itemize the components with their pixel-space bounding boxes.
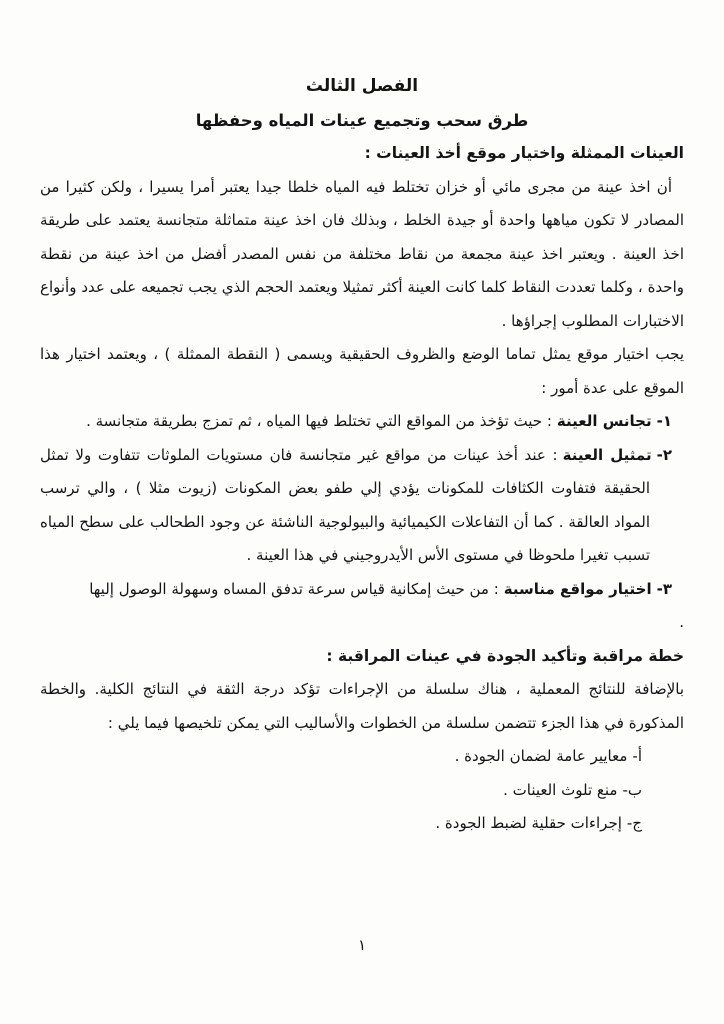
section1-paragraph-1: أن اخذ عينة من مجرى مائي أو خزان تختلط فيه المياه خلطا جيدا يعتبر أمرا يسيرا ، ولكن كثيرا من المصادر لا تكون مياهها واحدة أو جيدة الخلط ، وبذلك فان اخذ عينة متماثلة متجانسة يعتمد على طريقة اخذ العينة . ويعتبر اخذ عينة مجمعة من نقاط مختلفة من نفس المصدر أفضل من اخذ عينة من نقطة واحدة ، وكلما تعددت النقاط كلما كانت العينة أكثر تمثيلا ويعتمد الحجم الذي يجب تجميعه على عدد وأنواع الاختبارات المطلوب إجراؤها . bbox=[40, 177, 684, 330]
lettered-item-c bbox=[40, 807, 684, 841]
section1-heading: العينات الممثلة واختيار موقع أخذ العينات : bbox=[364, 144, 684, 162]
item-title: اختيار مواقع مناسبة bbox=[503, 579, 652, 598]
item-body: : عند أخذ عينات من مواقع غير متجانسة فان مستويات الملوثات تتفاوت ولا تمثل الحقيقة فتفاوت الكثافات للمكونات يؤدي إلي طفو بعض المكونات (زيوت مثلا ) ، والي ترسب المواد العالقة . كما أن التفاعلات الكيميائية والبيولوجية الناشئة عن وجود الطحالب على سطح المياه تسبب تغيرا ملحوظا في مستوى الأس الأيدروجيني في هذا العينة . bbox=[40, 445, 650, 564]
sub-item-marker: ب- bbox=[622, 780, 642, 799]
item-body: : حيث تؤخذ من المواقع التي تختلط فيها المياه ، ثم تمزج بطريقة متجانسة . bbox=[86, 412, 552, 430]
item-body: : من حيث إمكانية قياس سرعة تدفق المساه وسهولة الوصول إليها bbox=[89, 579, 499, 598]
trailing-period-line: . bbox=[679, 613, 684, 631]
item-title: تمثيل العينة bbox=[562, 445, 652, 464]
sub-item-marker: ج- bbox=[626, 814, 642, 832]
page-number: ١ bbox=[357, 935, 367, 954]
item-marker: ٣- bbox=[656, 579, 672, 598]
numbered-item-2 bbox=[40, 439, 684, 573]
sub-item-text: منع تلوث العينات . bbox=[503, 780, 618, 799]
sub-item-marker: أ- bbox=[632, 747, 642, 765]
section2-heading: خطة مراقبة وتأكيد الجودة في عينات المراقبة : bbox=[326, 646, 684, 665]
numbered-item-3 bbox=[40, 573, 684, 607]
section1-paragraph-2: يجب اختيار موقع يمثل تماما الوضع والظروف الحقيقية ويسمى ( النقطة الممثلة ) ، ويعتمد اختيار هذا الموقع على عدة أمور : bbox=[40, 345, 684, 397]
sub-item-text: معايير عامة لضمان الجودة . bbox=[454, 747, 628, 765]
item-marker: ١- bbox=[656, 412, 672, 430]
lettered-item-a bbox=[40, 740, 684, 774]
numbered-item-1 bbox=[40, 405, 684, 439]
item-marker: ٢- bbox=[656, 445, 672, 464]
item-title: تجانس العينة bbox=[556, 412, 652, 430]
lettered-item-b bbox=[40, 774, 684, 808]
section2-paragraph: بالإضافة للنتائج المعملية ، هناك سلسلة من الإجراءات تؤكد درجة الثقة في النتائج الكلية. والخطة المذكورة في هذا الجزء تتضمن سلسلة من الخطوات والأساليب التي يمكن تلخيصها فيما يلي : bbox=[40, 680, 684, 732]
sub-item-text: إجراءات حقلية لضبط الجودة . bbox=[435, 814, 622, 832]
chapter-subtitle: طرق سحب وتجميع عينات المياه وحفظها bbox=[195, 110, 529, 130]
chapter-title: الفصل الثالث bbox=[305, 76, 419, 96]
